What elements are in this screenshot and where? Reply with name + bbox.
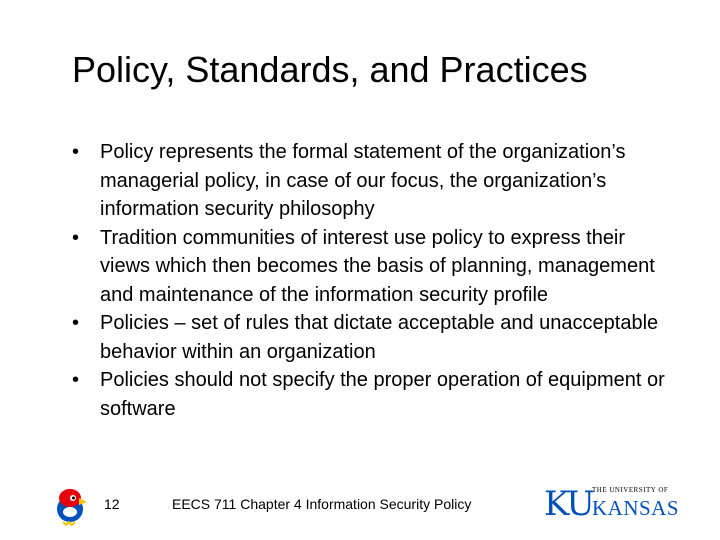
jayhawk-mascot-icon: [52, 486, 88, 526]
ku-logo-mark: KU: [544, 484, 593, 524]
bullet-list: [72, 138, 672, 423]
bullet-item: [72, 309, 672, 366]
bullet-item: [72, 224, 672, 310]
footer-course-text: EECS 711 Chapter 4 Information Security Policy: [172, 496, 472, 512]
ku-logo-small-text: THE UNIVERSITY OF: [592, 486, 669, 494]
bullet-marker: •: [72, 226, 80, 249]
bullet-marker: •: [72, 369, 80, 391]
bullet-item: [72, 138, 672, 224]
page-number: 12: [104, 496, 120, 512]
bullet-text: Tradition communities of interest use policy to express their views which then becomes the basis of planning, management and maintenance of the information security profile: [100, 226, 655, 306]
bullet-text: Policy represents the formal statement of the organization’s managerial policy, in case of our focus, the organization’s information security philosophy: [100, 141, 626, 220]
bullet-marker: •: [72, 141, 80, 163]
bullet-item: [72, 366, 672, 423]
bullet-text: Policies should not specify the proper operation of equipment or software: [100, 369, 665, 420]
ku-logo: [544, 484, 680, 528]
bullet-marker: •: [72, 312, 80, 334]
bullet-text: Policies – set of rules that dictate acceptable and unacceptable behavior within an organization: [100, 312, 659, 363]
ku-logo-name: KANSAS: [592, 496, 680, 520]
slide-footer: [0, 484, 720, 534]
slide-title: Policy, Standards, and Practices: [72, 49, 588, 90]
